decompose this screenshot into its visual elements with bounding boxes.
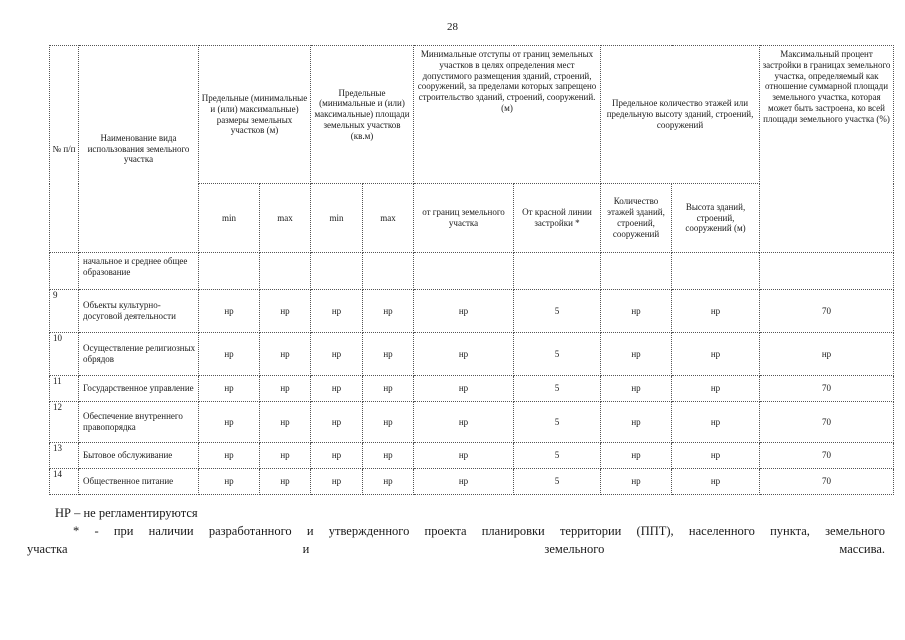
cell-value: нр <box>311 290 363 333</box>
cell-value: нр <box>199 333 260 376</box>
cell-name: Объекты культурно-досуговой деятельности <box>79 290 199 333</box>
footnote-line-2: участка и земельного массива. <box>27 542 885 557</box>
cell-value: нр <box>672 469 760 495</box>
cell-value: нр <box>311 402 363 443</box>
cell-value: нр <box>672 402 760 443</box>
header-plot-area: Предельные (минимальные и (или) максимальные) площади земельных участков (кв.м) <box>311 46 414 184</box>
cell-value: нр <box>601 376 672 402</box>
cell-value: нр <box>311 469 363 495</box>
cell-empty <box>363 253 414 290</box>
cell-value: 5 <box>514 402 601 443</box>
header-plot-size-min: min <box>199 184 260 253</box>
cell-value: 70 <box>760 376 894 402</box>
cell-name: начальное и среднее общее образование <box>79 253 199 290</box>
cell-value: нр <box>199 290 260 333</box>
header-num: № п/п <box>50 46 79 253</box>
cell-name: Общественное питание <box>79 469 199 495</box>
cell-value: 5 <box>514 376 601 402</box>
cell-value: нр <box>414 376 514 402</box>
header-height: Высота зданий, строений, сооружений (м) <box>672 184 760 253</box>
cell-value: нр <box>260 469 311 495</box>
header-setbacks: Минимальные отступы от границ земельных участков в целях определения мест допустимого размещения зданий, строений, сооружений, за пределами которых запрещено строительство зданий, строений, сооружений. (м) <box>414 46 601 184</box>
cell-value: нр <box>601 469 672 495</box>
cell-value: нр <box>260 290 311 333</box>
cell-value: нр <box>414 333 514 376</box>
page-number: 28 <box>447 21 458 33</box>
header-floors: Количество этажей зданий, строений, сооружений <box>601 184 672 253</box>
cell-value: нр <box>260 333 311 376</box>
cell-value: нр <box>363 402 414 443</box>
zoning-regulations-table <box>49 45 894 495</box>
cell-value: нр <box>414 443 514 469</box>
header-plot-area-min: min <box>311 184 363 253</box>
cell-value: нр <box>199 402 260 443</box>
cell-value: нр <box>601 402 672 443</box>
table-row <box>50 290 894 333</box>
header-name: Наименование вида использования земельного участка <box>79 46 199 253</box>
table-notes <box>27 504 885 558</box>
cell-value: 70 <box>760 469 894 495</box>
header-plot-size: Предельные (минимальные и (или) максимальные) размеры земельных участков (м) <box>199 46 311 184</box>
cell-value: нр <box>601 443 672 469</box>
header-plot-area-max: max <box>363 184 414 253</box>
cell-value: 5 <box>514 443 601 469</box>
cell-value: нр <box>260 402 311 443</box>
cell-value: нр <box>414 469 514 495</box>
cell-name: Государственное управление <box>79 376 199 402</box>
cell-value: нр <box>601 333 672 376</box>
cell-empty <box>514 253 601 290</box>
cell-value: нр <box>363 376 414 402</box>
cell-value: нр <box>199 376 260 402</box>
cell-value: нр <box>199 469 260 495</box>
header-height-limit: Предельное количество этажей или предельную высоту зданий, строений, сооружений <box>601 46 760 184</box>
cell-value: нр <box>672 290 760 333</box>
cell-num: 12 <box>50 402 79 443</box>
cell-value: нр <box>260 443 311 469</box>
cell-name: Обеспечение внутреннего правопорядка <box>79 402 199 443</box>
cell-value: нр <box>601 290 672 333</box>
cell-value: нр <box>672 333 760 376</box>
table-row <box>50 402 894 443</box>
cell-empty <box>311 253 363 290</box>
cell-num: 14 <box>50 469 79 495</box>
footnote-line-1: * - при наличии разработанного и утвержденного проекта планировки территории (ППТ), населенного пункта, земельного <box>73 524 885 539</box>
header-plot-size-max: max <box>260 184 311 253</box>
cell-value: нр <box>311 333 363 376</box>
cell-value: нр <box>672 443 760 469</box>
cell-value: нр <box>760 333 894 376</box>
cell-name: Бытовое обслуживание <box>79 443 199 469</box>
cell-value: 5 <box>514 469 601 495</box>
cell-num: 10 <box>50 333 79 376</box>
cell-num: 9 <box>50 290 79 333</box>
cell-empty <box>260 253 311 290</box>
cell-empty <box>672 253 760 290</box>
cell-num <box>50 253 79 290</box>
cell-empty <box>414 253 514 290</box>
cell-value: нр <box>199 443 260 469</box>
cell-value: нр <box>363 290 414 333</box>
cell-value: нр <box>260 376 311 402</box>
cell-num: 11 <box>50 376 79 402</box>
table-row <box>50 469 894 495</box>
cell-value: 5 <box>514 333 601 376</box>
cell-value: 70 <box>760 402 894 443</box>
table-row-continuation <box>50 253 894 290</box>
cell-value: 70 <box>760 290 894 333</box>
table-row <box>50 333 894 376</box>
cell-value: нр <box>363 469 414 495</box>
cell-name: Осуществление религиозных обрядов <box>79 333 199 376</box>
header-max-coverage: Максимальный процент застройки в границах земельного участка, определяемый как отношение суммарной площади земельного участка, которая может быть застроена, ко всей площади земельного участка (%) <box>760 46 894 253</box>
cell-value: нр <box>672 376 760 402</box>
cell-empty <box>601 253 672 290</box>
cell-value: 5 <box>514 290 601 333</box>
cell-value: нр <box>414 402 514 443</box>
cell-value: нр <box>363 443 414 469</box>
table-row <box>50 376 894 402</box>
header-from-red-line: От красной линии застройки * <box>514 184 601 253</box>
table-row <box>50 443 894 469</box>
cell-num: 13 <box>50 443 79 469</box>
cell-value: нр <box>311 443 363 469</box>
cell-value: нр <box>414 290 514 333</box>
header-from-plot-boundaries: от границ земельного участка <box>414 184 514 253</box>
cell-value: 70 <box>760 443 894 469</box>
abbreviation-legend: НР – не регламентируются <box>55 506 198 520</box>
cell-value: нр <box>311 376 363 402</box>
cell-empty <box>199 253 260 290</box>
cell-empty <box>760 253 894 290</box>
cell-value: нр <box>363 333 414 376</box>
